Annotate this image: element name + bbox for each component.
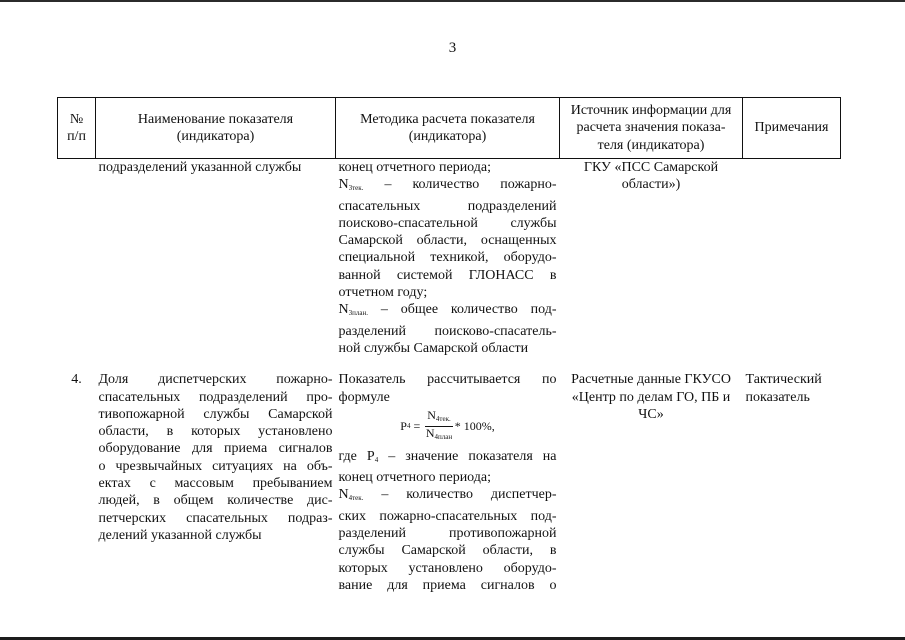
row4-source-cell: Расчетные данные ГКУСО «Центр по делам ГО, ПБ и ЧС» <box>571 372 731 422</box>
row3-notes-cell <box>743 159 841 358</box>
indicator-table <box>57 97 841 594</box>
header-source: Источник информации для расчета значения показа- теля (индикатора) <box>560 98 743 159</box>
row3-source-cell: ГКУ «ПСС Самарской области») <box>583 160 719 193</box>
row4-number-cell: 4. <box>71 372 82 388</box>
page-number: 3 <box>448 40 457 56</box>
header-method: Методика расчета показателя (индикатора) <box>336 98 560 159</box>
row3-number-cell <box>58 159 96 358</box>
row4-name-cell: Доля диспетчерских пожарно- спасательных подразделений про- тивопожарной службы Самарской области, в которых установлено оборудование для приема сигналов о чрезвычайных ситуациях на объ- ектах с массовым пребыванием людей, в общем количестве дис- петчерских спасательных подраз- делений указанной службы <box>98 372 333 543</box>
formula-fraction: $\frac{N_{4тек.}}{N_{4план}}$ <box>425 407 453 441</box>
row4-method-cell: Показатель рассчитывается по формуле P 4 = $\frac{N_{4тек.}}{N_{4план}}$ * 100%, где $P_4$ – значение показателя на конец отчетного периода; $N_{4тек.}$ – количество диспетчер- ских пожарно-спасательных под- разделений противопожарной службы Самарской области, в которых установлено оборудо- вание для приема сигналов о <box>338 372 557 593</box>
row4-notes-cell: Тактический показатель <box>745 372 822 405</box>
header-number: № п/п <box>58 98 96 159</box>
table-row <box>58 371 841 594</box>
scan-edge-top <box>0 0 905 2</box>
row3-method-cell: конец отчетного периода; $N_{3тек.}$ – количество пожарно- спасательных подразделений поисково-спасательной службы Самарской области, оснащенных специальной техникой, оборудо- ванной системой ГЛОНАСС в отчетном году; $N_{3план.}$ – общее количество под- разделений поисково-спасатель- ной службы Самарской области <box>338 160 557 356</box>
table-row <box>58 159 841 358</box>
row3-name-cell <box>96 159 336 358</box>
formula: P 4 = $\frac{N_{4тек.}}{N_{4план}}$ * 100%, <box>339 409 557 444</box>
table-header-row <box>58 98 841 159</box>
row-spacer <box>58 357 841 371</box>
row3-name-text: подразделений указанной службы <box>98 160 302 175</box>
header-indicator-name: Наименование показателя (индикатора) <box>96 98 336 159</box>
header-notes: Примечания <box>743 98 841 159</box>
